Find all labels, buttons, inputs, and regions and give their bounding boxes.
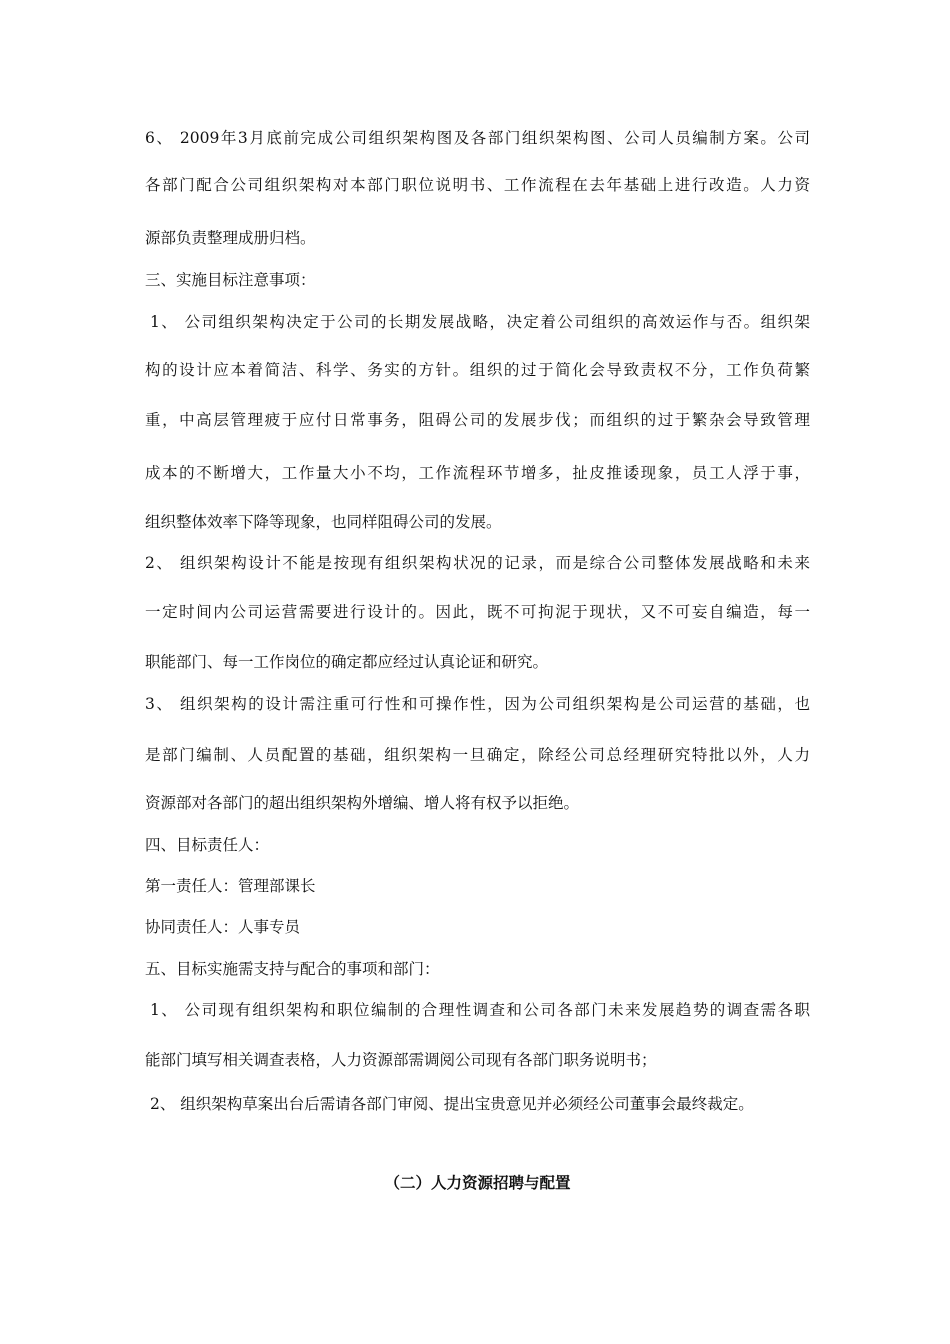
- section-heading-recruitment: （二）人力资源招聘与配置: [384, 1173, 571, 1192]
- p6-line-3: 源部负责整理成册归档。: [145, 229, 316, 247]
- section4-title: 四、目标责任人：: [145, 836, 270, 854]
- s3-item3-line-3: 资源部对各部门的超出组织架构外增编、增人将有权予以拒绝。: [145, 794, 580, 812]
- section5-title: 五、目标实施需支持与配合的事项和部门：: [145, 960, 440, 978]
- s3-item1-line-4: 成本的不断增大，工作量大小不均，工作流程环节增多，扯皮推诿现象，员工人浮于事，: [145, 464, 810, 482]
- first-responsible-person: 第一责任人：管理部课长: [145, 877, 316, 895]
- s3-item3-line-2: 是部门编制、人员配置的基础，组织架构一旦确定，除经公司总经理研究特批以外，人力: [145, 746, 810, 764]
- s3-item2-line-1: 2、 组织架构设计不能是按现有组织架构状况的记录，而是综合公司整体发展战略和未来: [145, 554, 810, 572]
- s5-item2-line-1: 2、 组织架构草案出台后需请各部门审阅、提出宝贵意见并必须经公司董事会最终裁定。: [150, 1095, 754, 1113]
- p6-line-1: 6、 2009年3月底前完成公司组织架构图及各部门组织架构图、公司人员编制方案。公司: [145, 129, 810, 147]
- s3-item1-line-2: 构的设计应本着简洁、科学、务实的方针。组织的过于简化会导致责权不分，工作负荷繁: [145, 361, 810, 379]
- s3-item2-line-2: 一定时间内公司运营需要进行设计的。因此，既不可拘泥于现状，又不可妄自编造，每一: [145, 603, 810, 621]
- s3-item1-line-1: 1、 公司组织架构决定于公司的长期发展战略，决定着公司组织的高效运作与否。组织架: [150, 313, 810, 331]
- section3-title: 三、实施目标注意事项：: [145, 271, 316, 289]
- p6-line-2: 各部门配合公司组织架构对本部门职位说明书、工作流程在去年基础上进行改造。人力资: [145, 176, 810, 194]
- s5-item1-line-2: 能部门填写相关调查表格，人力资源部需调阅公司现有各部门职务说明书；: [145, 1051, 657, 1069]
- s3-item1-line-5: 组织整体效率下降等现象，也同样阻碍公司的发展。: [145, 513, 502, 531]
- s3-item2-line-3: 职能部门、每一工作岗位的确定都应经过认真论证和研究。: [145, 653, 549, 671]
- s3-item1-line-3: 重，中高层管理疲于应付日常事务，阻碍公司的发展步伐；而组织的过于繁杂会导致管理: [145, 411, 810, 429]
- s5-item1-line-1: 1、 公司现有组织架构和职位编制的合理性调查和公司各部门未来发展趋势的调查需各职: [150, 1001, 810, 1019]
- s3-item3-line-1: 3、 组织架构的设计需注重可行性和可操作性，因为公司组织架构是公司运营的基础，也: [145, 695, 810, 713]
- co-responsible-person: 协同责任人：人事专员: [145, 918, 301, 936]
